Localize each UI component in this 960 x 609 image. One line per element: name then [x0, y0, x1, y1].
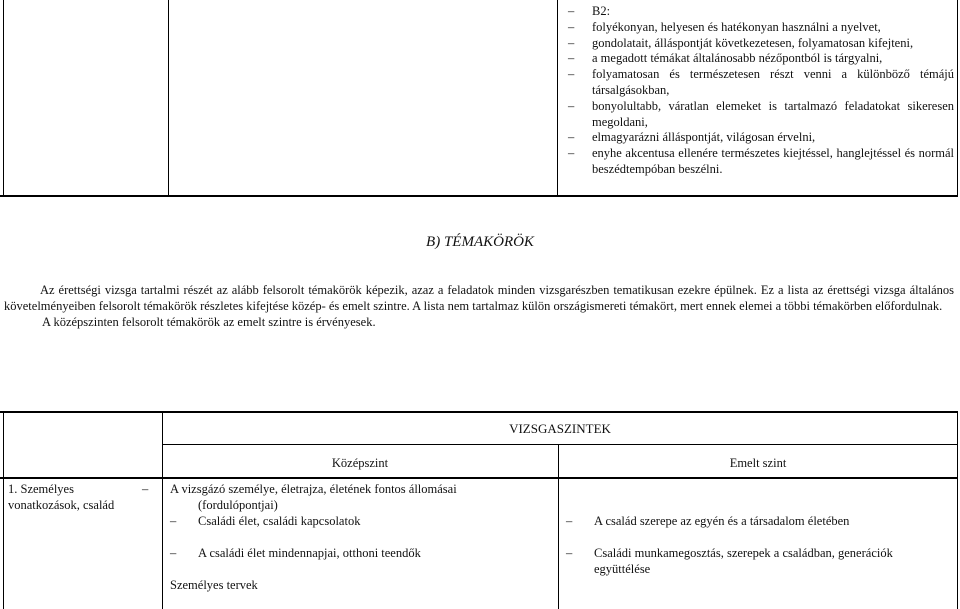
list-item: – elmagyarázni álláspontját, világosan érvelni, — [568, 130, 954, 146]
intro-paragraph: A középszinten felsorolt témakörök az emelt szintre is érvényesek. — [42, 315, 376, 329]
mid-level-item: – A vizsgázó személye, életrajza, életének fontos állomásai (fordulópontjai) — [170, 481, 530, 513]
b2-competence-list — [568, 4, 954, 178]
column-header-mid: Középszint — [331, 456, 389, 470]
list-item: – folyamatosan és természetesen részt venni a különböző témájú társalgásokban, — [568, 67, 954, 99]
list-item: – a megadott témákat általánosabb nézőpontból is tárgyalni, — [568, 51, 954, 67]
table-border-top — [0, 411, 958, 413]
column-header-high: Emelt szint — [729, 456, 787, 470]
mid-level-item: – Családi élet, családi kapcsolatok — [170, 513, 550, 529]
high-level-item: – A család szerepe az egyén és a társadalom életében — [566, 513, 946, 529]
table-border-left — [3, 411, 4, 609]
intro-paragraph: Az érettségi vizsga tartalmi részét az alább felsorolt témakörök képezik, azaz a feladatok minden vizsgarészben tematikusan ezekre épülnek. Ez a lista az érettségi vizsga általános követelményeiben felsorolt témakörök részletes kifejtése közép- és emelt szintre. A lista nem tartalmaz külön országismereti témakört, mert ennek elemei a többi témakörben előfordulnak. — [4, 283, 954, 313]
list-item: – folyékonyan, helyesen és hatékonyan használni a nyelvet, — [568, 20, 954, 36]
section-title: B) TÉMAKÖRÖK — [426, 234, 534, 250]
table-header: VIZSGASZINTEK — [509, 421, 611, 436]
mid-level-extra: Személyes tervek — [170, 578, 258, 592]
list-item: – gondolatait, álláspontját következetesen, folyamatosan kifejteni, — [568, 36, 954, 52]
table-border-right — [557, 0, 558, 197]
high-level-item: – Családi munkamegosztás, szerepek a családban, generációk együttélése — [566, 545, 926, 577]
table-border-mid — [162, 411, 163, 609]
table-border-left — [3, 0, 4, 197]
list-item: – enyhe akcentusa ellenére természetes kiejtéssel, hanglejtéssel és normál beszédtempóban beszélni. — [568, 146, 954, 178]
table-border-edge — [957, 0, 958, 197]
table-border-right — [957, 411, 958, 609]
topic-title: 1. Személyes vonatkozások, család — [8, 482, 115, 512]
table-border-mid — [168, 0, 169, 197]
intro-text — [4, 282, 954, 330]
header-divider — [162, 444, 958, 445]
list-item: – bonyolultabb, váratlan elemeket is tartalmazó feladatokat sikeresen megoldani, — [568, 99, 954, 131]
exam-levels-table — [0, 411, 960, 609]
competence-table — [0, 0, 958, 197]
row-divider — [0, 477, 958, 479]
b2-heading: – B2: — [568, 4, 954, 20]
mid-level-item: – A családi élet mindennapjai, otthoni teendők — [170, 545, 550, 561]
